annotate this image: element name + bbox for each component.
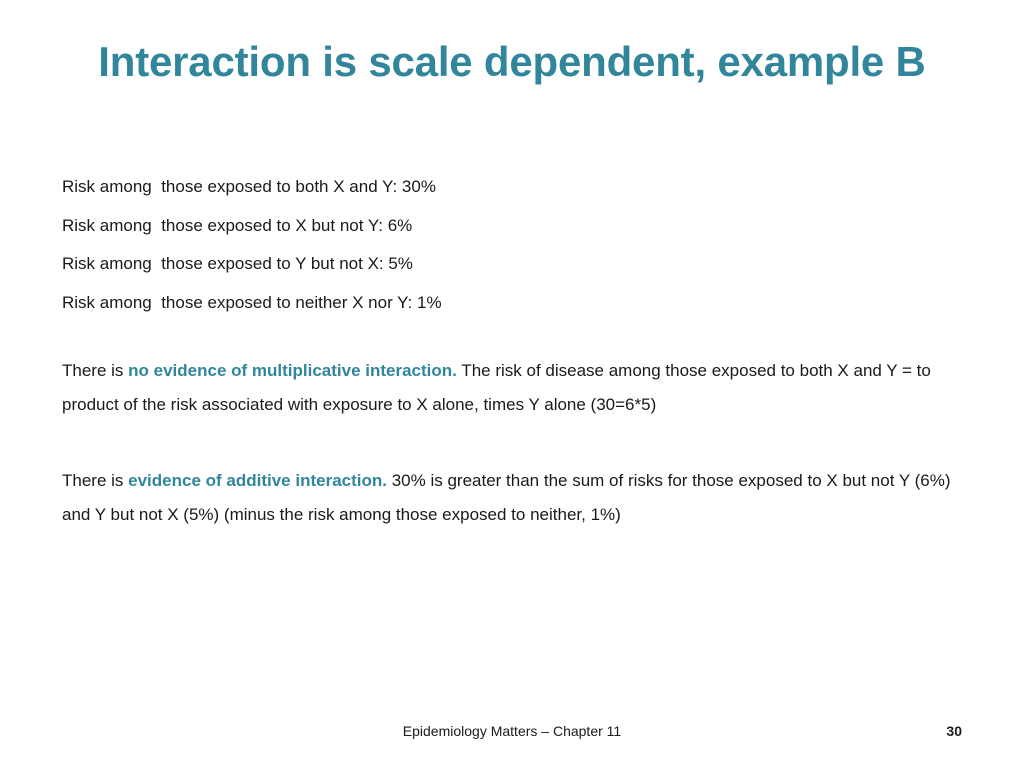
- risk-list: [62, 168, 962, 322]
- risk-item-both: Risk among those exposed to both X and Y: 30%: [62, 177, 436, 196]
- multiplicative-paragraph: [62, 354, 962, 422]
- additive-highlight: evidence of additive interaction.: [128, 471, 387, 490]
- additive-prefix: There is: [62, 471, 129, 490]
- additive-paragraph: [62, 464, 962, 532]
- risk-item-x-only: Risk among those exposed to X but not Y: 6%: [62, 215, 413, 235]
- risk-item-y-only: Risk among those exposed to Y but not X: 5%: [62, 254, 413, 273]
- slide-footer: Epidemiology Matters – Chapter 11: [402, 723, 622, 739]
- multiplicative-prefix: There is: [62, 361, 129, 380]
- multiplicative-explanation: The risk of disease among those exposed to both X and Y = to product of the risk associated with exposure to X alone, times Y alone (30=6*5): [62, 361, 931, 414]
- multiplicative-highlight: no evidence of multiplicative interaction.: [128, 361, 457, 380]
- risk-item-neither: Risk among those exposed to neither X nor Y: 1%: [62, 292, 442, 312]
- slide-title: Interaction is scale dependent, example B: [98, 38, 926, 85]
- additive-explanation: 30% is greater than the sum of risks for those exposed to X but not Y (6%) and Y but not X (5%) (minus the risk among those exposed to neither, 1%): [62, 471, 951, 524]
- page-number: 30: [946, 723, 962, 739]
